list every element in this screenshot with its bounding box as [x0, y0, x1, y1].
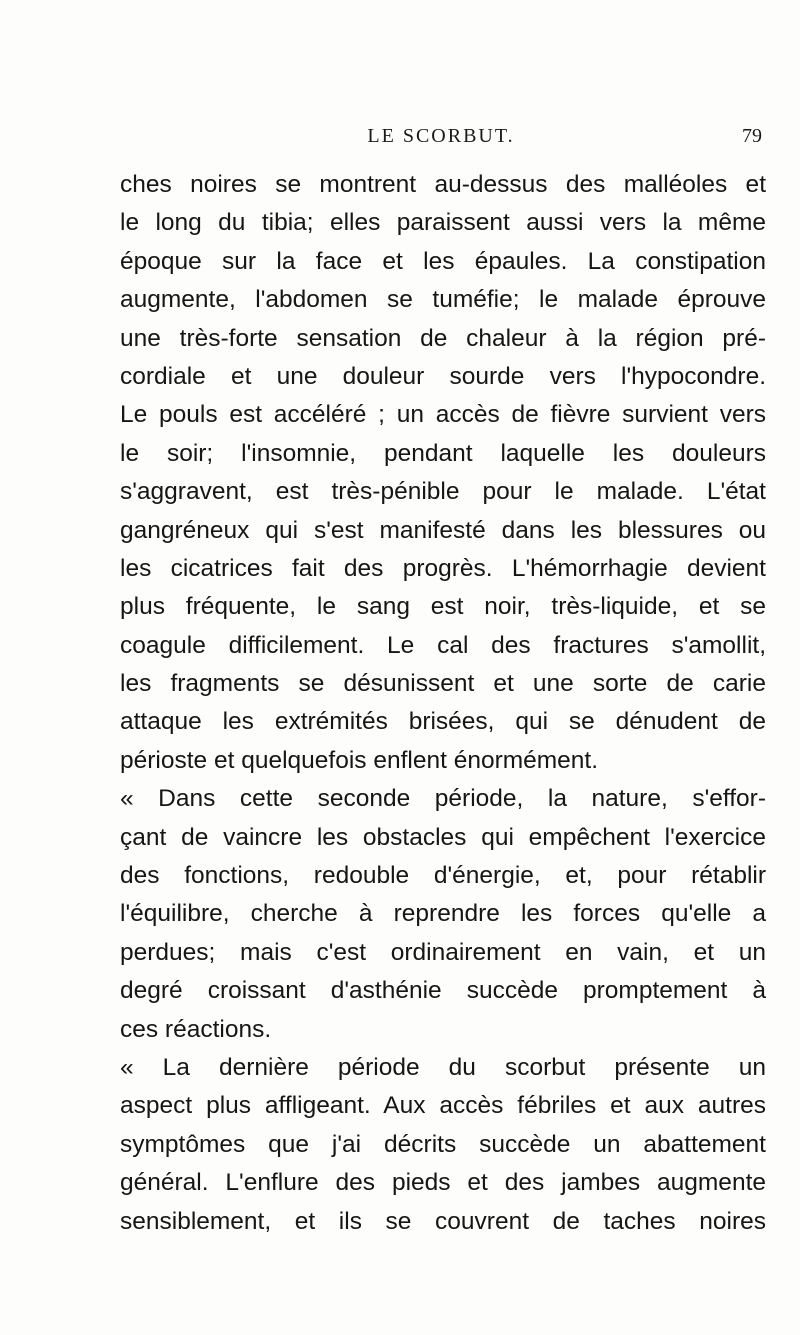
- text-line: sensiblement, et ils se couvrent de taches noires: [120, 1207, 766, 1235]
- text-line: une très-forte sensation de chaleur à la région pré-: [120, 324, 766, 352]
- text-line: général. L'enflure des pieds et des jambes augmente: [120, 1169, 766, 1197]
- text-line: le long du tibia; elles paraissent aussi vers la même: [120, 209, 766, 237]
- text-line: attaque les extrémités brisées, qui se dénudent de: [120, 708, 766, 736]
- text-line: aspect plus affligeant. Aux accès fébriles et aux autres: [120, 1092, 766, 1120]
- text-line: l'équilibre, cherche à reprendre les forces qu'elle a: [120, 900, 766, 928]
- page-number: 79: [742, 125, 762, 147]
- text-line: augmente, l'abdomen se tuméfie; le malade éprouve: [120, 286, 766, 314]
- text-line: « La dernière période du scorbut présente un: [120, 1053, 766, 1081]
- text-line: Le pouls est accéléré ; un accès de fièvre survient vers: [120, 401, 766, 429]
- body-text: [120, 166, 766, 1241]
- text-line: les cicatrices fait des progrès. L'hémorrhagie devient: [120, 554, 766, 582]
- text-line: plus fréquente, le sang est noir, très-liquide, et se: [120, 593, 766, 621]
- text-line: s'aggravent, est très-pénible pour le malade. L'état: [120, 478, 766, 506]
- text-line: coagule difficilement. Le cal des fractures s'amollit,: [120, 631, 766, 659]
- text-line: gangréneux qui s'est manifesté dans les blessures ou: [120, 516, 766, 544]
- text-line: « Dans cette seconde période, la nature, s'effor-: [120, 785, 766, 813]
- text-line: des fonctions, redouble d'énergie, et, pour rétablir: [120, 862, 766, 890]
- text-line: ces réactions.: [120, 1015, 272, 1043]
- text-line: périoste et quelquefois enflent énormément.: [120, 746, 599, 774]
- text-line: degré croissant d'asthénie succède promptement à: [120, 977, 766, 1005]
- text-line: çant de vaincre les obstacles qui empêchent l'exercice: [120, 823, 766, 851]
- text-line: le soir; l'insomnie, pendant laquelle les douleurs: [120, 439, 766, 467]
- page-header: [120, 125, 762, 155]
- text-line: perdues; mais c'est ordinairement en vain, et un: [120, 938, 766, 966]
- text-line: cordiale et une douleur sourde vers l'hypocondre.: [120, 362, 766, 390]
- text-line: les fragments se désunissent et une sorte de carie: [120, 670, 766, 698]
- running-title: LE SCORBUT.: [367, 125, 515, 147]
- text-line: époque sur la face et les épaules. La constipation: [120, 247, 766, 275]
- text-line: symptômes que j'ai décrits succède un abattement: [120, 1130, 766, 1158]
- text-line: ches noires se montrent au-dessus des malléoles et: [120, 171, 766, 198]
